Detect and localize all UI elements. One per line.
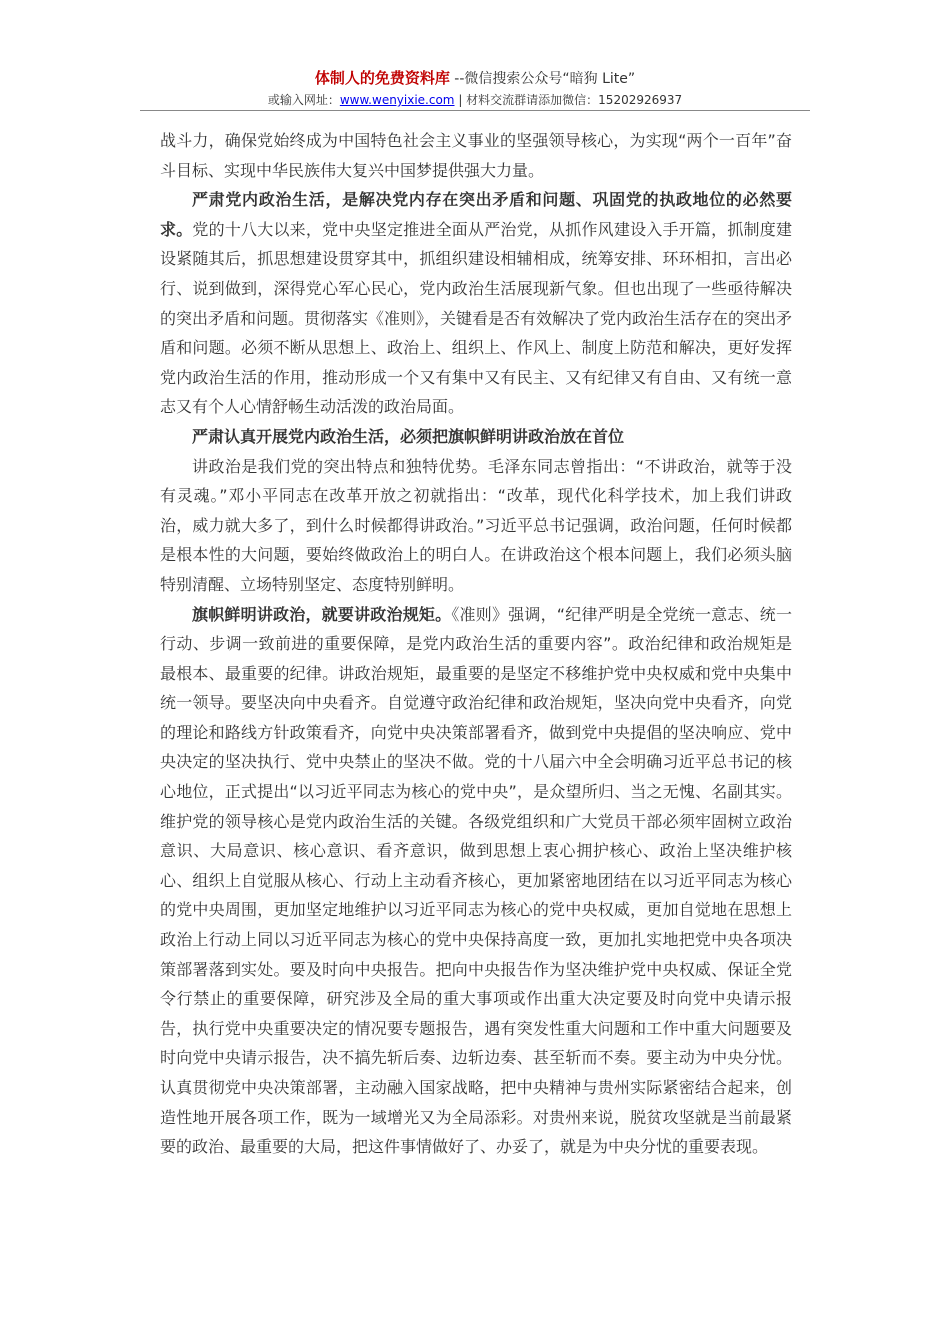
paragraph-text: 讲政治是我们党的突出特点和独特优势。毛泽东同志曾指出：“不讲政治，就等于没有灵魂。”邓小平同志在改革开放之初就指出：“改革，现代化科学技术，加上我们讲政治，威力就大多了，到什么时候都得讲政治。”习近平总书记强调，政治问题，任何时候都是根本性的大问题，要始终做政治上的明白人。在讲政治这个根本问题上，我们必须头脑特别清醒、立场特别坚定、态度特别鲜明。: [160, 456, 792, 594]
header-tagline: --微信搜索公众号“暗狗 Lite”: [449, 71, 636, 87]
paragraph: [160, 600, 792, 1162]
paragraph-lead: 严肃党内政治生活，是解决党内存在突出矛盾和问题、巩固党的执政地位的必然要求。: [160, 190, 792, 239]
header-brand: 体制人的免费资料库: [314, 69, 450, 87]
header-url-prefix: 或输入网址：: [267, 93, 340, 107]
header-title-line: [0, 68, 950, 89]
paragraph-text: 党的十八大以来，党中央坚定推进全面从严治党，从抓作风建设入手开篇，抓制度建设紧随其后，抓思想建设贯穿其中，抓组织建设相辅相成，统筹安排、环环相扣，言出必行、说到做到，深得党心军心民心，党内政治生活展现新气象。但也出现了一些亟待解决的突出矛盾和问题。贯彻落实《准则》，关键看是否有效解决了党内政治生活存在的突出矛盾和问题。必须不断从思想上、政治上、组织上、作风上、制度上防范和解决，更好发挥党内政治生活的作用，推动形成一个又有集中又有民主、又有纪律又有自由、又有统一意志又有个人心情舒畅生动活泼的政治局面。: [160, 219, 793, 417]
paragraph-continuation: [160, 126, 792, 185]
document-body: [160, 126, 792, 1162]
header-contact: | 材料交流群请添加微信：15202926937: [454, 93, 683, 107]
header-contact-line: [0, 91, 950, 109]
section-heading-text: 严肃认真开展党内政治生活，必须把旗帜鲜明讲政治放在首位: [192, 426, 625, 446]
page-header: [0, 68, 950, 109]
paragraph-text: 战斗力，确保党始终成为中国特色社会主义事业的坚强领导核心，为实现“两个一百年”奋斗目标、实现中华民族伟大复兴中国梦提供强大力量。: [160, 131, 792, 180]
paragraph: [160, 185, 792, 422]
header-website-link[interactable]: www.wenyixie.com: [339, 93, 455, 107]
paragraph-lead: 旗帜鲜明讲政治，就要讲政治规矩。: [192, 604, 452, 624]
paragraph: [160, 452, 792, 600]
header-divider: [140, 110, 810, 111]
paragraph-text: 《准则》强调，“纪律严明是全党统一意志、统一行动、步调一致前进的重要保障，是党内政治生活的重要内容”。政治纪律和政治规矩是最根本、最重要的纪律。讲政治规矩，最重要的是坚定不移维护党中央权威和党中央集中统一领导。要坚决向中央看齐。自觉遵守政治纪律和政治规矩，坚决向党中央看齐，向党的理论和路线方针政策看齐，向党中央决策部署看齐，做到党中央提倡的坚决响应、党中央决定的坚决执行、党中央禁止的坚决不做。党的十八届六中全会明确习近平总书记的核心地位，正式提出“以习近平同志为核心的党中央”，是众望所归、当之无愧、名副其实。维护党的领导核心是党内政治生活的关键。各级党组织和广大党员干部必须牢固树立政治意识、大局意识、核心意识、看齐意识，做到思想上衷心拥护核心、政治上坚决维护核心、组织上自觉服从核心、行动上主动看齐核心，更加紧密地团结在以习近平同志为核心的党中央周围，更加坚定地维护以习近平同志为核心的党中央权威，更加自觉地在思想上政治上行动上同以习近平同志为核心的党中央保持高度一致，更加扎实地把党中央各项决策部署落到实处。要及时向中央报告。把向中央报告作为坚决维护党中央权威、保证全党令行禁止的重要保障，研究涉及全局的重大事项或作出重大决定要及时向党中央请示报告，执行党中央重要决定的情况要专题报告，遇有突发性重大问题和工作中重大问题要及时向党中央请示报告，决不搞先斩后奏、边斩边奏、甚至斩而不奏。要主动为中央分忧。认真贯彻党中央决策部署，主动融入国家战略，把中央精神与贵州实际紧密结合起来，创造性地开展各项工作，既为一域增光又为全局添彩。对贵州来说，脱贫攻坚就是当前最紧要的政治、最重要的大局，把这件事情做好了、办妥了，就是为中央分忧的重要表现。: [160, 604, 792, 1157]
section-heading: [160, 422, 792, 452]
